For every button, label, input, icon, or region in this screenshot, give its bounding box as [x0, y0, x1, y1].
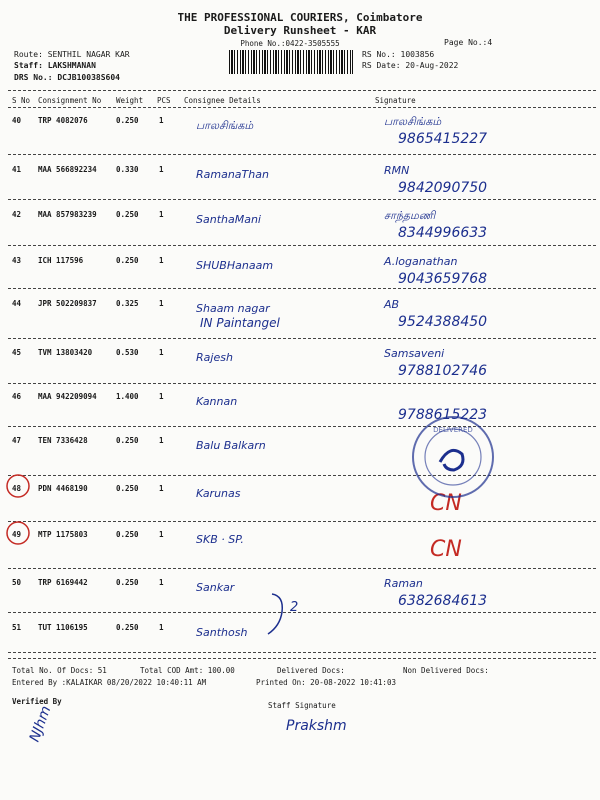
- non-delivered-docs: Non Delivered Docs:: [403, 666, 489, 675]
- row-weight: 0.330: [116, 165, 139, 174]
- row-sno: 49: [12, 530, 22, 539]
- col-consignment: Consignment No: [38, 96, 102, 105]
- row-sno: 40: [12, 116, 22, 125]
- row-sno: 41: [12, 165, 22, 174]
- row-signature-name: பாலசிங்கம்: [384, 115, 442, 128]
- row-sno: 51: [12, 623, 22, 632]
- row-consignee-name: RamanaThan: [196, 168, 269, 181]
- staff-label: Staff: LAKSHMANAN: [14, 61, 96, 70]
- divider: [8, 658, 596, 659]
- row-signature-phone: 9788615223: [398, 407, 488, 423]
- col-weight: Weight: [116, 96, 144, 105]
- row-consignee-name: SKB · SP.: [196, 533, 244, 546]
- row-sno: 46: [12, 392, 22, 401]
- row-weight: 0.250: [116, 256, 139, 265]
- row-signature-name: CN: [430, 491, 462, 516]
- row-consignee-name: Santhosh: [196, 626, 248, 639]
- row-signature-name: சாந்தமணி: [384, 209, 436, 222]
- col-signature: Signature: [375, 96, 416, 105]
- row-pcs: 1: [159, 256, 164, 265]
- total-cod: Total COD Amt: 100.00: [140, 666, 235, 675]
- row-pcs: 1: [159, 165, 164, 174]
- row-consignee-name: பாலசிங்கம்: [196, 119, 254, 132]
- row-divider: [8, 245, 596, 246]
- row-weight: 0.250: [116, 210, 139, 219]
- row-consignment: MAA 566892234: [38, 165, 97, 174]
- stamp-text: DELIVERED: [433, 426, 473, 434]
- row-signature-name: AB: [384, 298, 400, 311]
- row-signature-name: Raman: [384, 577, 423, 590]
- row-signature-name: RMN: [384, 164, 410, 177]
- row-consignment: MAA 942209094: [38, 392, 97, 401]
- row-divider: [8, 521, 596, 522]
- row-signature-name: CN: [430, 537, 462, 562]
- staff-signature-label: Staff Signature: [268, 701, 336, 710]
- col-pcs: PCS: [157, 96, 171, 105]
- row-consignee-name: Shaam nagar: [196, 302, 270, 315]
- row-pcs: 1: [159, 578, 164, 587]
- drs-number: DRS No.: DCJB10038S604: [14, 73, 120, 82]
- barcode: [229, 50, 353, 74]
- circle-marks: [4, 470, 34, 552]
- row-pcs: 1: [159, 623, 164, 632]
- row-divider: [8, 338, 596, 339]
- row-pcs: 1: [159, 116, 164, 125]
- row-pcs: 1: [159, 348, 164, 357]
- rs-date: RS Date: 20-Aug-2022: [362, 61, 459, 70]
- rs-number: RS No.: 1003856: [362, 50, 435, 59]
- row-consignee-name: SHUBHanaam: [196, 259, 274, 272]
- bracket-count: 2: [290, 600, 299, 615]
- row-consignee-name: Karunas: [196, 487, 241, 500]
- total-docs: Total No. Of Docs: 51: [12, 666, 107, 675]
- row-signature-phone: 9865415227: [398, 131, 488, 147]
- row-weight: 1.400: [116, 392, 139, 401]
- verified-signature: NJhm: [26, 703, 55, 745]
- divider: [8, 107, 596, 108]
- row-divider: [8, 475, 596, 476]
- row-signature-phone: 9524388450: [398, 314, 488, 330]
- row-weight: 0.325: [116, 299, 139, 308]
- row-pcs: 1: [159, 484, 164, 493]
- row-consignment: MTP 1175803: [38, 530, 88, 539]
- printed-on: Printed On: 20-08-2022 10:41:03: [256, 678, 396, 687]
- row-signature-phone: 9043659768: [398, 271, 488, 287]
- row-consignment: PDN 4468190: [38, 484, 88, 493]
- phone-number: Phone No.:0422-3505555: [240, 39, 340, 48]
- row-consignee-name: Sankar: [196, 581, 235, 594]
- row-consignment: JPR 502209837: [38, 299, 97, 308]
- row-weight: 0.250: [116, 436, 139, 445]
- row-sno: 44: [12, 299, 22, 308]
- col-sno: S No: [12, 96, 31, 105]
- row-signature-phone: 9788102746: [398, 363, 488, 379]
- staff-signature: Prakshm: [286, 718, 347, 734]
- row-divider: [8, 612, 596, 613]
- row-pcs: 1: [159, 210, 164, 219]
- row-consignment: TRP 6169442: [38, 578, 88, 587]
- route-label: Route: SENTHIL NAGAR KAR: [14, 50, 130, 59]
- row-sno: 50: [12, 578, 22, 587]
- row-divider: [8, 426, 596, 427]
- row-divider: [8, 154, 596, 155]
- row-consignment: TRP 4082076: [38, 116, 88, 125]
- row-signature-phone: 8344996633: [398, 225, 488, 241]
- delivered-docs: Delivered Docs:: [277, 666, 345, 675]
- row-weight: 0.530: [116, 348, 139, 357]
- row-sno: 42: [12, 210, 22, 219]
- verified-by: Verified By: [12, 697, 62, 706]
- row-consignment: ICH 117596: [38, 256, 84, 265]
- row-signature-name: A.loganathan: [384, 255, 458, 268]
- document-subtitle: Delivery Runsheet - KAR: [223, 24, 377, 37]
- row-consignee-name: Kannan: [196, 395, 238, 408]
- row-weight: 0.250: [116, 623, 139, 632]
- row-pcs: 1: [159, 299, 164, 308]
- row-sno: 48: [12, 484, 22, 493]
- row-signature-name: Samsaveni: [384, 347, 445, 360]
- document-title: THE PROFESSIONAL COURIERS, Coimbatore: [177, 11, 423, 24]
- row-weight: 0.250: [116, 530, 139, 539]
- row-divider: [8, 652, 596, 653]
- row-sno: 43: [12, 256, 22, 265]
- row-divider: [8, 568, 596, 569]
- page-number: Page No.:4: [444, 38, 493, 47]
- row-consignee-name: SanthaMani: [196, 213, 261, 226]
- row-divider: [8, 288, 596, 289]
- row-consignee-name: Balu Balkarn: [196, 439, 266, 452]
- row-pcs: 1: [159, 436, 164, 445]
- row-signature-phone: 6382684613: [398, 593, 488, 609]
- row-sno: 47: [12, 436, 22, 445]
- row-weight: 0.250: [116, 116, 139, 125]
- row-consignment: MAA 857983239: [38, 210, 97, 219]
- row-consignee-name: Rajesh: [196, 351, 233, 364]
- row-signature-phone: 9842090750: [398, 180, 488, 196]
- col-consignee: Consignee Details: [184, 96, 261, 105]
- delivery-stamp: [410, 414, 496, 500]
- row-sno: 45: [12, 348, 22, 357]
- divider: [8, 90, 596, 91]
- row-divider: [8, 383, 596, 384]
- row-consignee-name-2: IN Paintangel: [200, 316, 280, 330]
- row-pcs: 1: [159, 530, 164, 539]
- row-consignment: TEN 7336428: [38, 436, 88, 445]
- row-pcs: 1: [159, 392, 164, 401]
- row-weight: 0.250: [116, 484, 139, 493]
- row-consignment: TUT 1106195: [38, 623, 88, 632]
- row-consignment: TVM 13803420: [38, 348, 93, 357]
- row-divider: [8, 199, 596, 200]
- row-weight: 0.250: [116, 578, 139, 587]
- entered-by: Entered By :KALAIKAR 08/20/2022 10:40:11 AM: [12, 678, 207, 687]
